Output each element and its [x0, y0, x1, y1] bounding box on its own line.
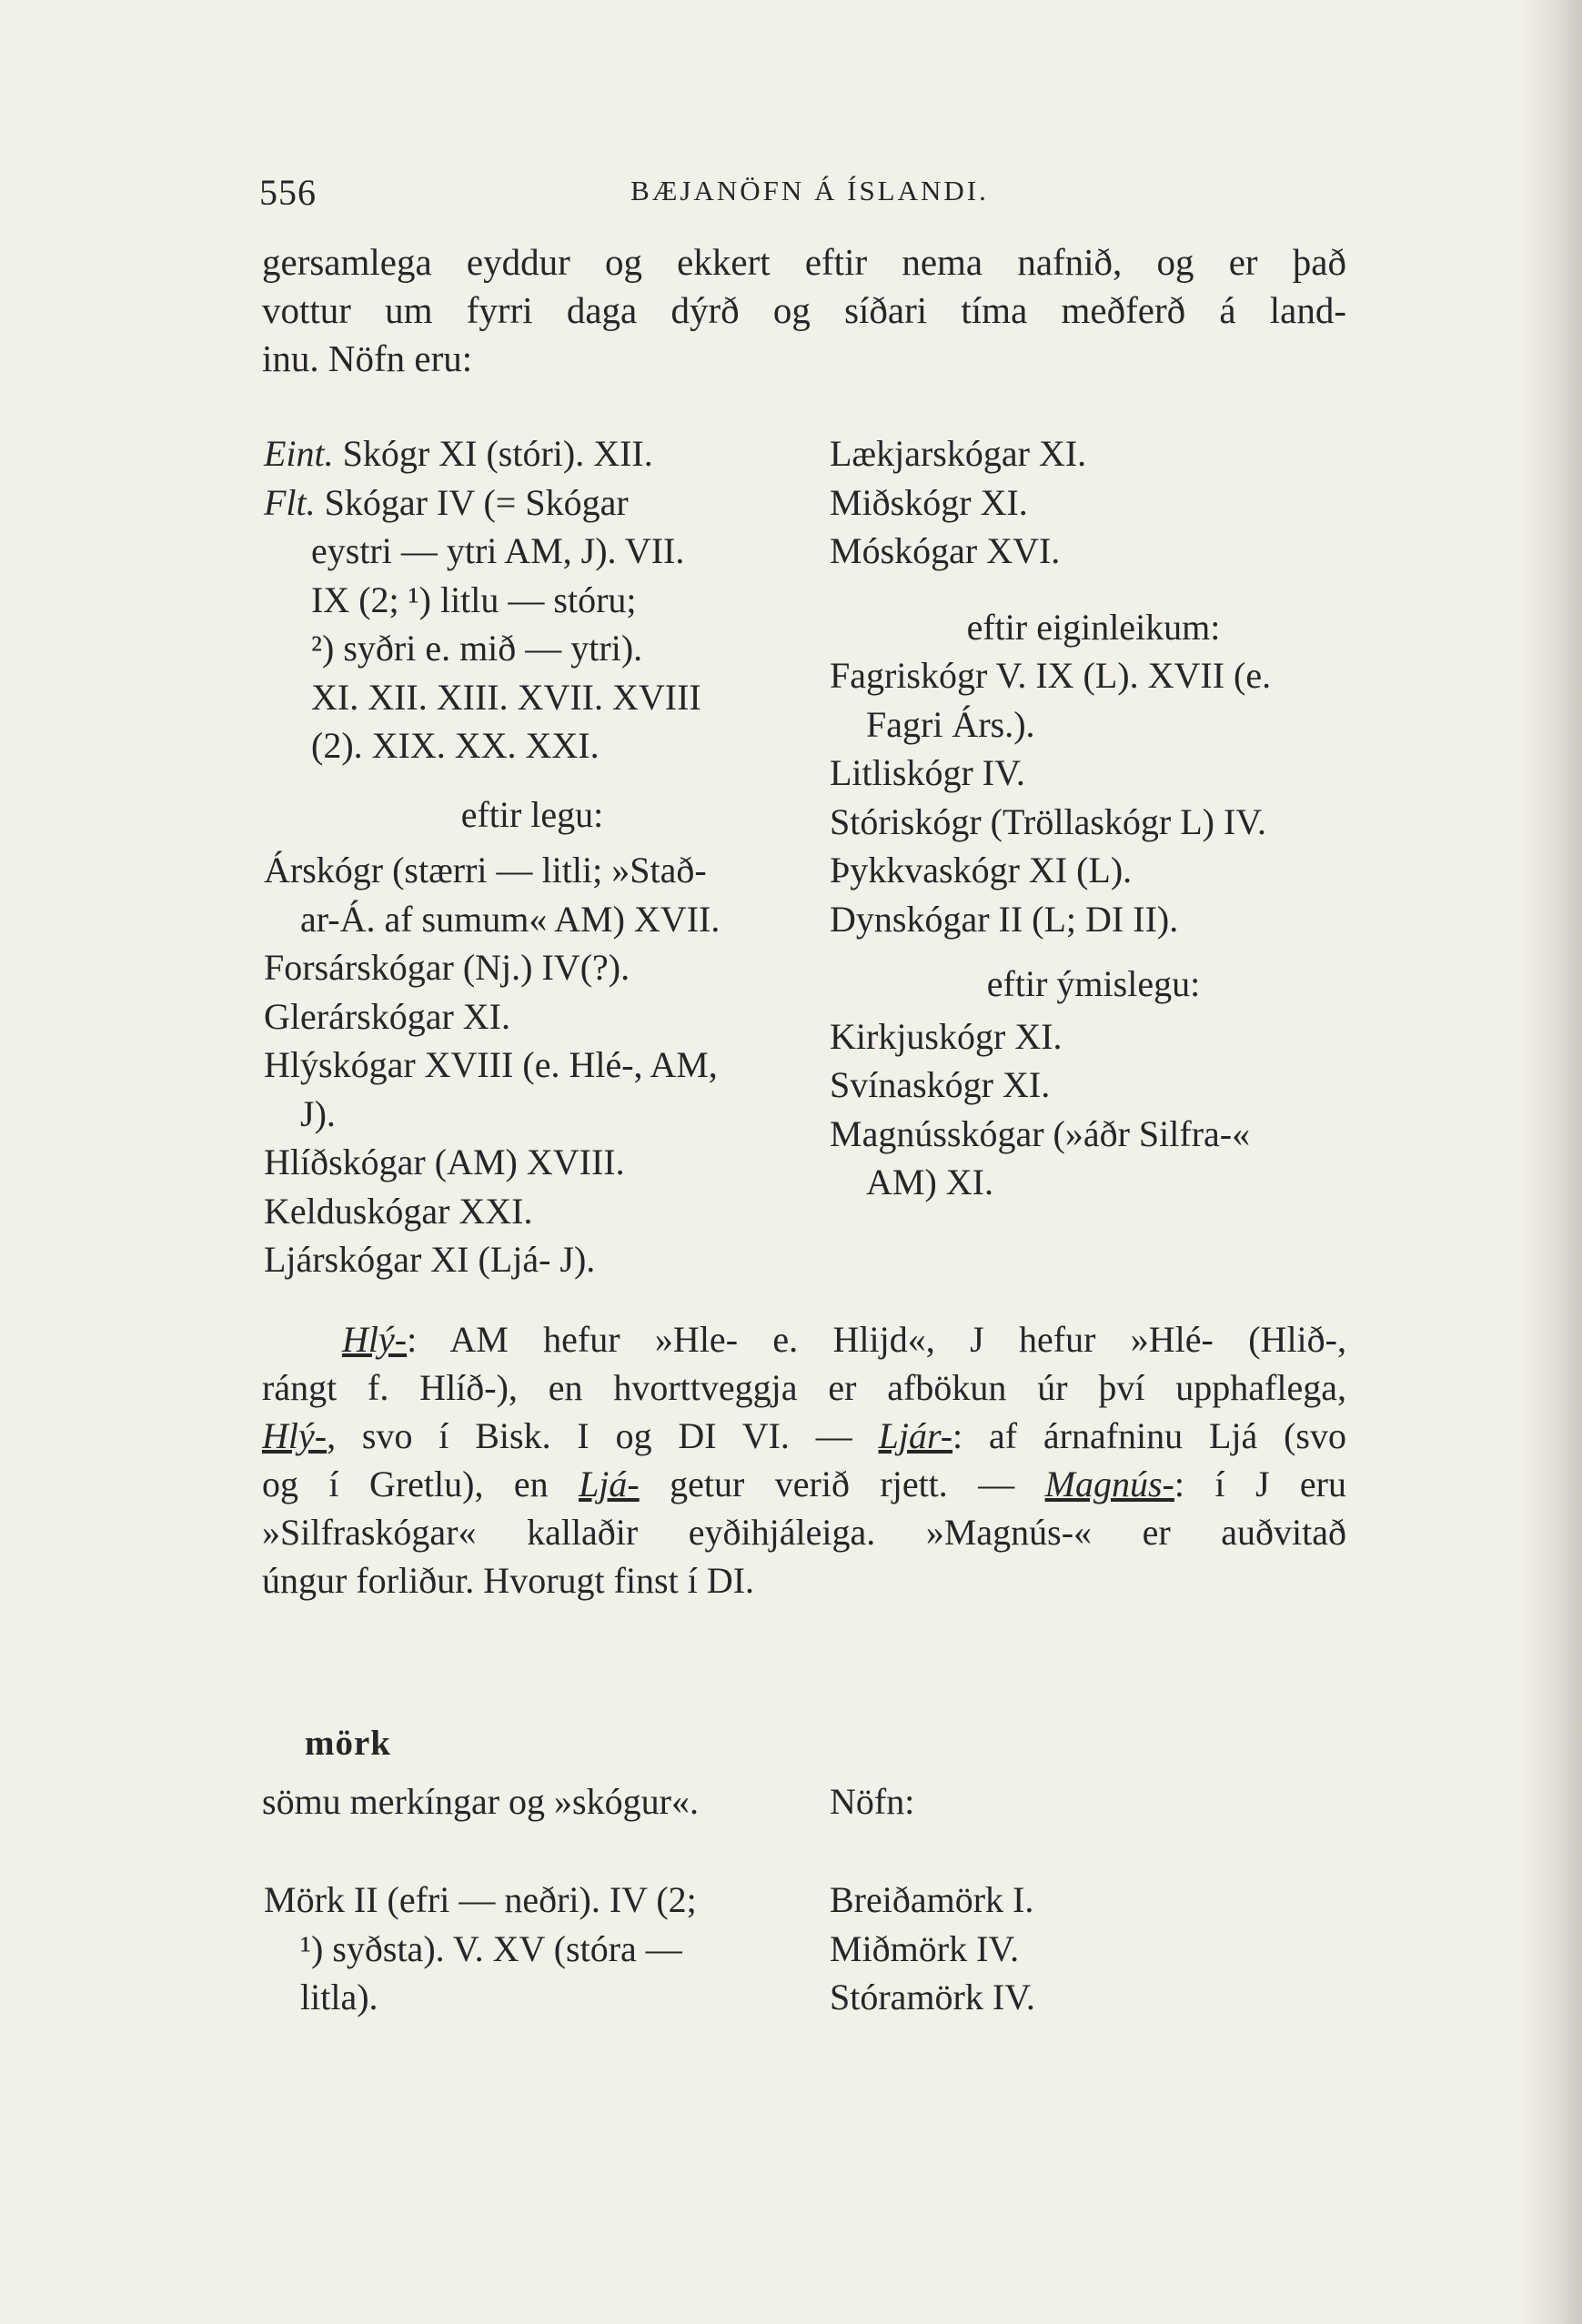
- list-entry: Forsárskógar (Nj.) IV(?).: [264, 947, 630, 988]
- eint-entry: [264, 429, 801, 478]
- list-entry: Lækjarskógar XI.: [830, 433, 1087, 474]
- note-text: og í Gretlu), en: [262, 1464, 579, 1504]
- flt-text: Skógar IV (= Skógar: [315, 481, 629, 523]
- note-em: Hlý-: [342, 1319, 408, 1360]
- list-entry: AM) XI.: [866, 1162, 993, 1202]
- note-paragraph: [262, 1315, 1346, 1605]
- flt-continuation: IX (2; ¹) litlu — stóru;: [311, 578, 637, 620]
- note-line: úngur forliður. Hvorugt finst í DI.: [262, 1560, 755, 1601]
- mork-left-column: [264, 1876, 801, 2022]
- flt-label: Flt.: [264, 481, 316, 523]
- list-entry: Árskógr (stærri — litli; »Stað-: [264, 850, 707, 890]
- list-entry: Dynskógar II (L; DI II).: [830, 898, 1179, 940]
- list-entry: Hlýskógar XVIII (e. Hlé-, AM,: [264, 1044, 718, 1085]
- list-entry: J).: [300, 1092, 336, 1134]
- note-line: [262, 1460, 1346, 1508]
- mork-intro: sömu merkíngar og »skógur«.: [262, 1781, 699, 1822]
- page-header: [259, 171, 1342, 216]
- note-text: : af árnafninu Ljá (svo: [952, 1415, 1346, 1456]
- note-line: [262, 1412, 1346, 1460]
- mork-noefn-label: Nöfn:: [830, 1781, 915, 1822]
- right-top-list: [830, 429, 1357, 576]
- intro-line: vottur um fyrri daga dýrð og síðari tíma meðferð á land-: [262, 289, 1346, 331]
- list-entry: Mörk II (efri — neðri). IV (2;: [264, 1879, 697, 1920]
- mork-left-list: [264, 1876, 801, 2022]
- note-text: , svo í Bisk. I og DI VI. —: [327, 1415, 879, 1456]
- note-em: Ljá-: [579, 1464, 640, 1504]
- list-entry: Fagri Árs.).: [866, 703, 1035, 745]
- note-text: : í J eru: [1174, 1464, 1346, 1504]
- list-entry: Magnússkógar (»áðr Silfra-«: [830, 1112, 1251, 1154]
- running-title: BÆJANÖFN Á ÍSLANDI.: [630, 175, 989, 206]
- note-line: rángt f. Hlíð-), en hvorttveggja er afbökun úr því upphaflega,: [262, 1367, 1346, 1408]
- eint-text: Skógr XI (stóri). XII.: [333, 433, 653, 474]
- page-edge-shadow: [1518, 0, 1582, 2324]
- note-text: : AM hefur »Hle- e. Hlijd«, J hefur »Hlé- (Hlið-,: [407, 1319, 1346, 1360]
- ymislegu-list: [830, 1012, 1357, 1207]
- intro-paragraph: [262, 238, 1346, 383]
- legu-list: [264, 846, 801, 1284]
- note-text: getur verið rjett. —: [639, 1464, 1045, 1504]
- list-entry: ar-Á. af sumum« AM) XVII.: [300, 898, 720, 940]
- list-entry: ¹) syðsta). V. XV (stóra —: [300, 1927, 682, 1969]
- list-entry: Ljárskógar XI (Ljá- J).: [264, 1239, 596, 1280]
- flt-continuation: (2). XIX. XX. XXI.: [311, 725, 600, 766]
- legu-heading: eftir legu:: [460, 793, 604, 835]
- list-entry: Miðskógr XI.: [830, 481, 1028, 523]
- note-line: »Silfraskógar« kallaðir eyðihjáleiga. »Magnús-« er auðvitað: [262, 1512, 1346, 1553]
- list-entry: Breiðamörk I.: [830, 1879, 1034, 1920]
- list-entry: Litliskógr IV.: [830, 752, 1025, 793]
- list-entry: Hlíðskógar (AM) XVIII.: [264, 1142, 625, 1182]
- list-entry: Miðmörk IV.: [830, 1927, 1020, 1969]
- list-entry: Stóramörk IV.: [830, 1977, 1035, 2017]
- flt-entry: [264, 478, 801, 528]
- intro-line: inu. Nöfn eru:: [262, 337, 473, 379]
- mork-right-list: [830, 1876, 1357, 2022]
- eiginleikum-list: [830, 651, 1357, 943]
- note-line: [262, 1315, 1346, 1363]
- list-entry: Stóriskógr (Tröllaskógr L) IV.: [830, 800, 1267, 842]
- list-entry: Kirkjuskógr XI.: [830, 1015, 1063, 1057]
- list-entry: Glerárskógar XI.: [264, 995, 510, 1037]
- skogar-left-column: [264, 429, 801, 1284]
- eiginleikum-heading: eftir eiginleikum:: [966, 606, 1221, 648]
- flt-continuation: XI. XII. XIII. XVII. XVIII: [311, 676, 701, 718]
- flt-continuation: eystri — ytri AM, J). VII.: [311, 530, 685, 571]
- skogar-right-column: [830, 429, 1357, 1207]
- note-em: Hlý-: [262, 1415, 327, 1456]
- eint-label: Eint.: [264, 433, 334, 474]
- list-entry: Móskógar XVI.: [830, 530, 1061, 571]
- ymislegu-heading: eftir ýmislegu:: [986, 963, 1201, 1004]
- list-entry: litla).: [300, 1977, 378, 2017]
- flt-continuation: ²) syðri e. mið — ytri).: [311, 628, 643, 669]
- mork-right-column: [830, 1876, 1357, 2022]
- note-em: Magnús-: [1044, 1464, 1174, 1504]
- note-em: Ljár-: [878, 1415, 953, 1456]
- list-entry: Fagriskógr V. IX (L). XVII (e.: [830, 655, 1272, 696]
- page-number: 556: [259, 172, 317, 213]
- list-entry: Svínaskógr XI.: [830, 1064, 1051, 1105]
- list-entry: Þykkvaskógr XI (L).: [830, 850, 1133, 890]
- mork-heading: mörk: [305, 1724, 391, 1763]
- intro-line: gersamlega eyddur og ekkert eftir nema nafnið, og er það: [262, 241, 1346, 283]
- list-entry: Kelduskógar XXI.: [264, 1190, 533, 1232]
